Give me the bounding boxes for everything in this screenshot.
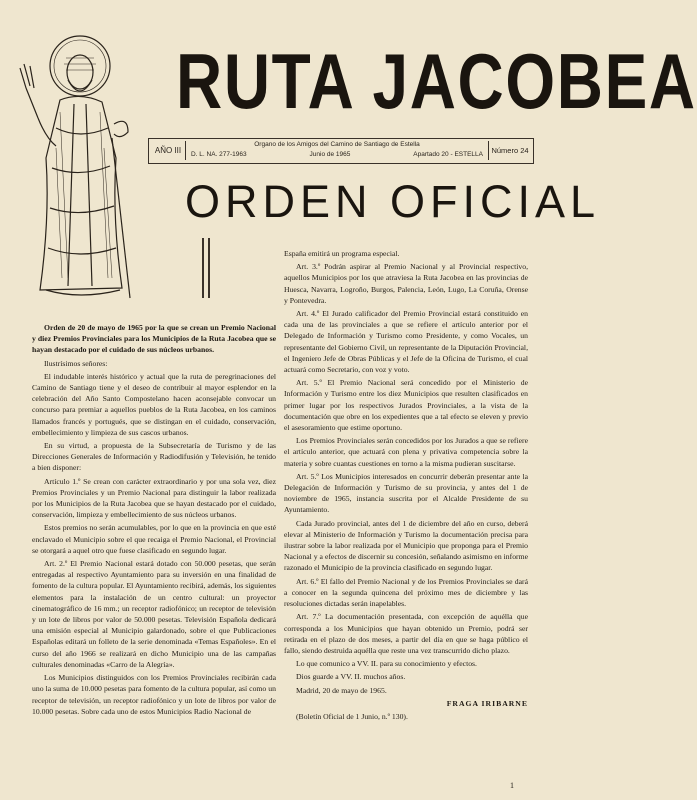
paragraph: Artículo 1.º Se crean con carácter extraordinario y por una sola vez, diez Premios Provinciales y un Premio Nacional para distinguir la labor realizada por los Municipios de la Ruta Jacobea que se hayan destacado por el cuidado, conservación, limpieza y embellecimiento de sus núcleos urbanos.: [32, 476, 276, 520]
paragraph: Art. 5.º El Premio Nacional será concedido por el Ministerio de Información y Turismo entre los diez Municipios que resulten clasificados en primer lugar por los respectivos Jurados Provinciales, a la vista de la documentación que obre en los expedientes que a tal efecto se eleven y previo el asesoramiento que estime oportuno.: [284, 378, 528, 433]
issue-detail-row: [187, 150, 487, 160]
bar-divider: [202, 238, 204, 298]
paragraph: Art. 3.º Podrán aspirar al Premio Nacional y al Provincial respectivo, aquellos Municipios por los que atraviesa la Ruta Jacobea en las provincias de Huesca, Navarra, Logroño, Burgos, Palencia, León, Lugo, La Coruña, Orense y Pontevedra.: [284, 262, 528, 305]
paragraph: Dios guarde a VV. II. muchos años.: [296, 672, 406, 682]
paragraph: Art. 7.º La documentación presentada, con excepción de aquélla que corresponda a los Municipios que hayan obtenido un Premio, podrá ser retirada en el plazo de dos meses, a partir del día en que se haga público el fallo, siendo destruida aquélla que reste una vez transcurrido dicho plazo.: [284, 612, 528, 655]
paragraph: Los Municipios distinguidos con los Premios Provinciales recibirán cada uno la suma de 10.000 pesetas para fomento de la cultura popular, así como un receptor de televisión, un receptor radiofónico y un lote de libros por valor de 10.000 pesetas. Sobre cada uno de estos Municipios Radio Nacional de: [32, 673, 276, 716]
issue-details: [187, 140, 487, 160]
masthead-title: RUTA JACOBEA: [176, 37, 697, 125]
paragraph: Orden de 20 de mayo de 1965 por la que se crean un Premio Nacional y diez Premios Provinciales para los Municipios de la Ruta Jacobea que se hayan destacado por el cuidado de sus núcleos urbanos.: [32, 323, 276, 355]
left-column: [32, 322, 276, 719]
paragraph: Estos premios no serán acumulables, por lo que en la provincia en que esté enclavado el Municipio sobre el que recaiga el Premio Nacional, el Provincial se otorgará a aquel otro que fuese clasificado en segundo lugar.: [32, 523, 276, 555]
issue-date: Junio de 1965: [309, 151, 351, 158]
issue-number: Número 24: [488, 141, 531, 160]
paragraph: Art. 4.º El Jurado calificador del Premio Provincial estará constituido en cada una de las provinciales a que se refiere el artículo anterior por el Delegado de Información y Turismo como Presidente, y como Vocales, un representante del Gobierno Civil, un representante de la Diputación Provincial, el Ingeniero Jefe de Obras Públicas y el Jefe de la Oficina de Turismo, el cual actuará como Secretario, con voz y voto.: [284, 309, 528, 375]
bar-divider: [208, 238, 210, 298]
year-label: AÑO III: [151, 141, 186, 160]
legal-deposit: D. L. NA. 277-1963: [191, 151, 247, 158]
saint-james-pilgrim-illustration: [16, 28, 144, 308]
paragraph: En su virtud, a propuesta de la Subsecretaría de Turismo y de las Direcciones Generales de Información y Radiodifusión y Televisión, he tenido a bien disponer:: [32, 441, 276, 473]
decorative-bars: [200, 238, 214, 298]
organ-line: Organo de los Amigos del Camino de Santiago de Estella: [254, 141, 420, 148]
paragraph: Art. 5.º Los Municipios interesados en concurrir deberán presentar ante la Delegación de Información y Turismo de su provincia, y antes del 1 de noviembre de 1965, instancia suscrita por el Alcalde Presidente de su Ayuntamiento.: [284, 471, 528, 515]
paragraph: Lo que comunico a VV. II. para su conocimiento y efectos.: [296, 659, 477, 669]
boletin-reference: (Boletín Oficial de 1 Junio, n.º 130).: [296, 711, 408, 721]
signature: FRAGA IRIBARNE: [446, 698, 528, 708]
paragraph: El indudable interés histórico y actual que la ruta de peregrinaciones del Camino de Santiago tiene y el deseo de contribuir al mayor esplendor en la celebración del Año Santo Compostelano hacen aconsejable convocar un concurso para premiar a aquellos pueblos de la Ruta Jacobea, en los caminos llamados francés y portugués, que se distingan en el cuidado, conservación, embellecimiento y limpieza de sus cascos urbanos.: [32, 371, 276, 437]
section-heading: ORDEN OFICIAL: [185, 176, 601, 227]
paragraph: España emitirá un programa especial.: [284, 249, 400, 258]
right-column: [284, 248, 528, 724]
paragraph: Cada Jurado provincial, antes del 1 de diciembre del año en curso, deberá elevar al Ministerio de Información y Turismo la documentación precisa para ilustrar sobre la labor realizada por el Municipio que proponga para el Premio Nacional y a efectos de discernir su concesión, señalando asimismo en informe razonado el Municipio de la provincia clasificado en segundo lugar.: [284, 518, 528, 573]
issue-info-bar: [148, 138, 534, 164]
paragraph: Madrid, 20 de mayo de 1965.: [296, 685, 387, 695]
paragraph: Art. 6.º El fallo del Premio Nacional y de los Premios Provinciales se dará a conocer en la segunda quincena del próximo mes de diciembre y las resoluciones dictadas serán inapelables.: [284, 576, 528, 609]
paragraph: Ilustrísimos señores:: [44, 358, 108, 368]
paragraph: Los Premios Provinciales serán concedidos por los Jurados a que se refiere el artículo anterior, que actuará con plena y privativa competencia sobre la materia y sobre cuantas cuestiones en torno a la misma pudieran suscitarse.: [284, 436, 528, 468]
page-number: 1: [510, 781, 514, 790]
po-box: Apartado 20 - ESTELLA: [413, 151, 483, 158]
paragraph: Art. 2.º El Premio Nacional estará dotado con 50.000 pesetas, que serán entregadas al respectivo Ayuntamiento para su inversión en una finalidad de fomento de la cultura popular. El Ayuntamiento recibirá, además, los siguientes elementos para la instalación de un centro cultural: un proyector cinematográfico de 16 mm.; un receptor radiofónico; un receptor de televisión y un lote de libros por valor de 50.000 pesetas. Televisión Española dedicará una emisión especial al Municipio galardonado, sobre el que Publicaciones Españolas editará un folleto de la serie denominada «Temas Españoles». En el curso del año 1966 se realizará en dicho Municipio una de las campañas culturales denominadas «Carro de la Alegría».: [32, 559, 276, 669]
